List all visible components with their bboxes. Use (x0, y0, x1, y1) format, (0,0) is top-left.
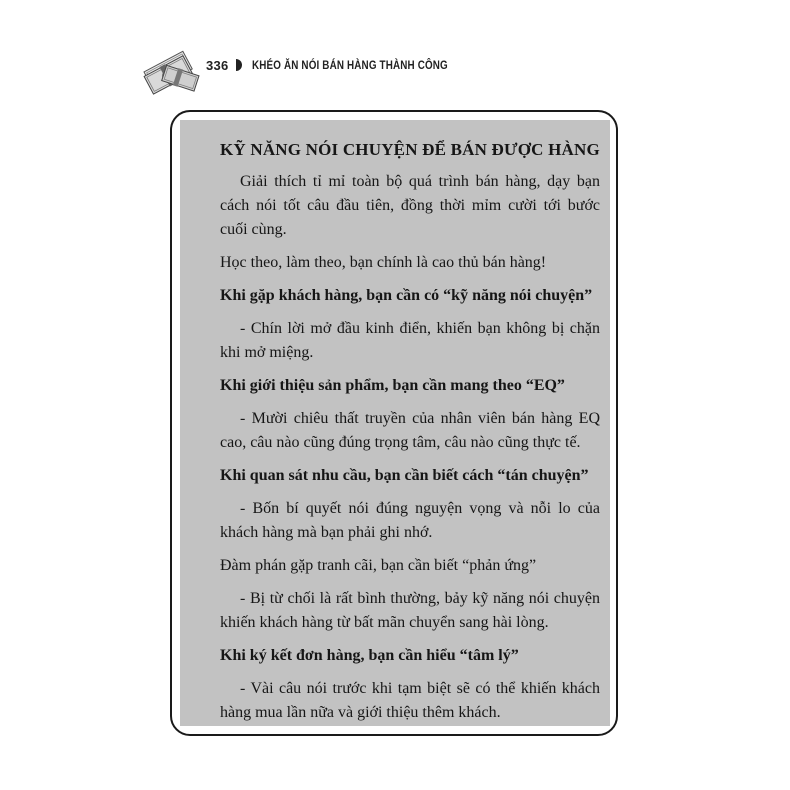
section-body (200, 407, 600, 455)
running-title: KHÉO ĂN NÓI BÁN HÀNG THÀNH CÔNG (252, 58, 448, 72)
text-box-panel (180, 120, 610, 726)
section-body-text: - Bốn bí quyết nói đúng nguyện vọng và nỗi lo của khách hàng mà bạn phải ghi nhớ. (220, 500, 600, 541)
section-body-text: - Vài câu nói trước khi tạm biệt sẽ có thể khiến khách hàng mua lần nữa và giới thiệu thêm khách. (220, 680, 600, 721)
money-stack-icon (136, 42, 202, 98)
section-body-text: - Bị từ chối là rất bình thường, bảy kỹ năng nói chuyện khiến khách hàng từ bất mãn chuyển sang hài lòng. (220, 590, 600, 631)
section-body (200, 497, 600, 545)
section-body (200, 587, 600, 635)
intro-text-1: Giải thích tỉ mỉ toàn bộ quá trình bán hàng, dạy bạn cách nói tốt câu đầu tiên, đồng thời mỉm cười tới bước cuối cùng. (220, 173, 600, 238)
section-body (200, 677, 600, 725)
section-body (200, 317, 600, 365)
section-body-text: - Chín lời mở đầu kinh điển, khiến bạn không bị chặn khi mở miệng. (220, 320, 600, 361)
page-header (136, 40, 536, 100)
section-heading: Khi gặp khách hàng, bạn cần có “kỹ năng nói chuyện” (220, 287, 593, 304)
half-circle-icon (236, 59, 243, 71)
section-heading: Khi quan sát nhu cầu, bạn cần biết cách “tán chuyện” (220, 467, 589, 484)
page-number: 336 (206, 58, 229, 73)
section-heading: Khi giới thiệu sản phẩm, bạn cần mang theo “EQ” (220, 377, 565, 394)
box-title: KỸ NĂNG NÓI CHUYỆN ĐỂ BÁN ĐƯỢC HÀNG (220, 140, 600, 159)
section-body-text: - Mười chiêu thất truyền của nhân viên bán hàng EQ cao, câu nào cũng đúng trọng tâm, câu nào cũng thực tế. (220, 410, 600, 451)
section-heading: Đàm phán gặp tranh cãi, bạn cần biết “phản ứng” (220, 557, 537, 574)
section-heading: Khi ký kết đơn hàng, bạn cần hiểu “tâm lý” (220, 647, 519, 664)
intro-paragraph (200, 170, 600, 242)
intro-paragraph-2: Học theo, làm theo, bạn chính là cao thủ bán hàng! (220, 254, 547, 271)
